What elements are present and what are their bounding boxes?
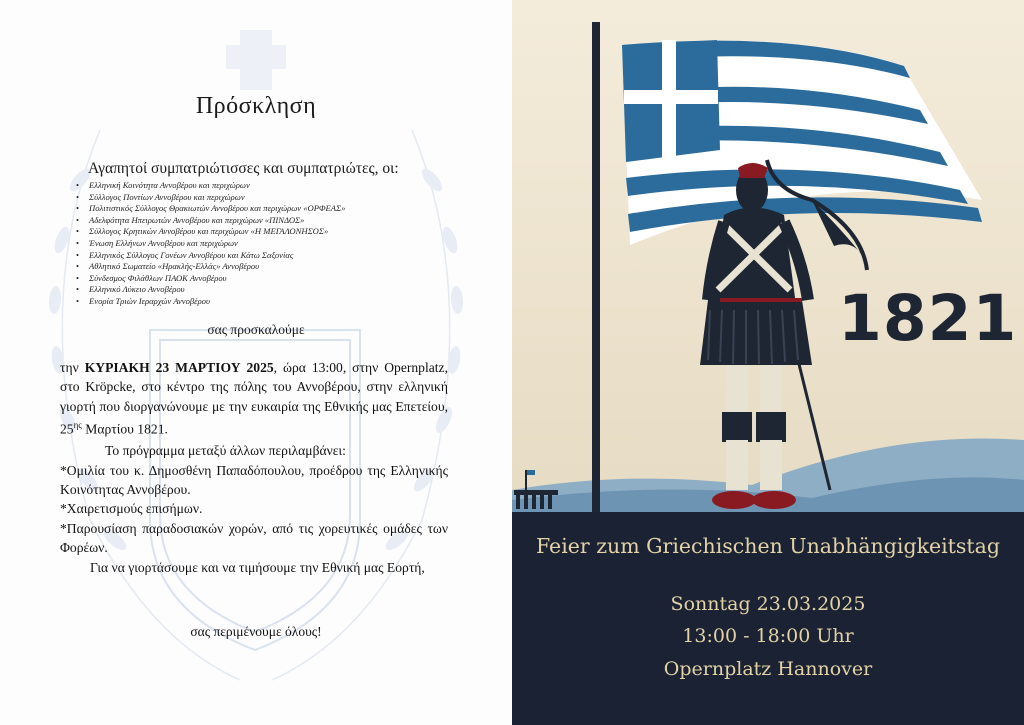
org-item: • Σύνδεσμος Φιλάθλων ΠΑΟΚ Αννοβέρου [76,273,345,285]
org-item: • Αδελφότητα Ηπειρωτών Αννοβέρου και περιχώρων «ΠΙΝΔΟΣ» [76,215,345,227]
org-item: • Ελληνική Κοινότητα Αννοβέρου και περιχώρων [76,180,345,192]
org-item: • Αθλητικό Σωματείο «Ηρακλής-Ελλάς» Αννοβέρου [76,261,345,273]
org-item: • Ελληνικός Σύλλογος Γονέων Αννοβέρου και Κάτω Σαξονίας [76,250,345,262]
poster-location: Opernplatz Hannover [663,658,873,680]
greeting: Αγαπητοί συμπατριώτισσες και συμπατριώτες, οι: [88,160,399,177]
event-date: ΚΥΡΙΑΚΗ 23 ΜΑΡΤΙΟΥ 2025 [84,360,274,375]
invitation-body [60,358,448,577]
program-intro: Το πρόγραμμα μεταξύ άλλων περιλαμβάνει: [105,443,346,459]
poster-illustration [512,0,1024,725]
poster-year: 1821 [838,282,1018,355]
program-item: *Παρουσίαση παραδοσιακών χορών, από τις χορευτικές ομάδες των Φορέων. [60,520,448,556]
poster-title: Feier zum Griechischen Unabhängigkeitstag [535,534,1001,558]
org-item: • Ελληνικό Λύκειο Αννοβέρου [76,284,345,296]
org-item: • Πολιτιστικός Σύλλογος Θρακιωτών Αννοβέρου και περιχώρων «ΟΡΦΕΑΣ» [76,203,345,215]
org-item: • Ενορία Τριών Ιεραρχών Αννοβέρου [76,296,345,308]
event-poster [512,0,1024,725]
org-item: • Σύλλογος Ποντίων Αννοβέρου και περιχώρων [76,192,345,204]
org-item: • Σύλλογος Κρητικών Αννοβέρου και περιχώρων «Η ΜΕΓΑΛΟΝΗΣΟΣ» [76,226,345,238]
event-details [60,358,448,439]
invite-line: σας προσκαλούμε [207,322,305,337]
details-pre: την [60,360,79,375]
celebrate-line: Για να γιορτάσουμε και να τιμήσουμε την Εθνική μας Εορτή, [90,559,425,575]
program-item: *Ομιλία του κ. Δημοσθένη Παπαδόπουλου, προέδρου της Ελληνικής Κοινότητας Αννοβέρου. [60,462,448,497]
program-item: *Χαιρετισμούς επισήμων. [60,501,203,517]
organizations-list [76,180,345,308]
poster-date: Sonntag 23.03.2025 [670,593,866,615]
org-item: • Ένωση Ελλήνων Αννοβέρου και περιχώρων [76,238,345,250]
ordinal-suffix: ης [73,420,82,431]
poster-time: 13:00 - 18:00 Uhr [682,625,854,647]
details-end: Μαρτίου 1821. [81,421,168,437]
closing-line: σας περιμένουμε όλους! [190,624,322,639]
flag-pole [592,22,600,512]
invitation-title: Πρόσκληση [195,93,317,119]
details-post: , ώρα 13:00, στην Opernplatz, στο Kröpcke, στο κέντρο της πόλης του Αννοβέρου, στην ελληνική γιορτή που διοργανώνουμε με την ευκαιρία της Εθνικής μας Επετείου, 25 [60,360,448,437]
